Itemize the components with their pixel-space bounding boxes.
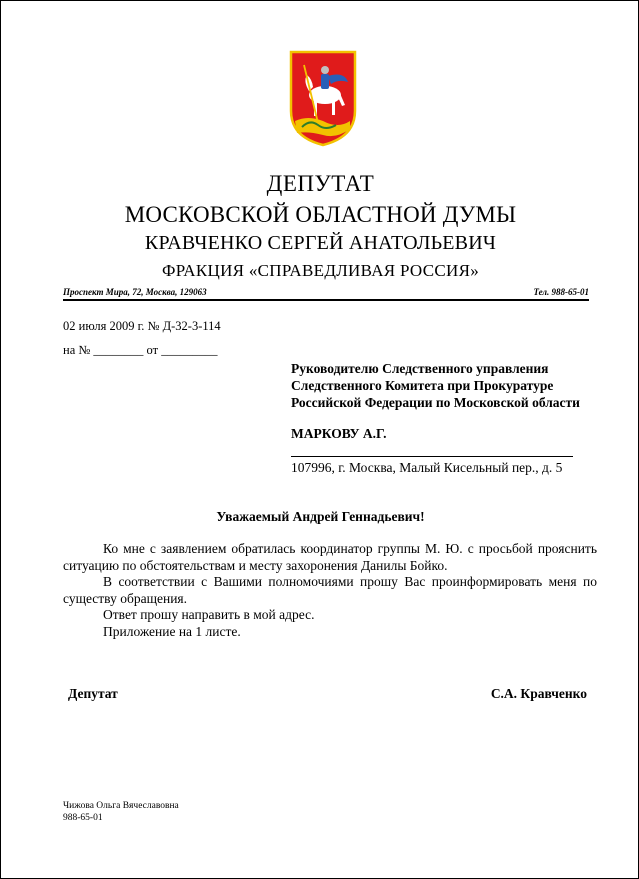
letter-greeting: Уважаемый Андрей Геннадьевич!: [216, 509, 425, 524]
header-duma-name: МОСКОВСКОЙ ОБЛАСТНОЙ ДУМЫ: [124, 202, 517, 227]
document-date-number: 02 июля 2009 г. № Д-32-3-114: [63, 319, 221, 333]
header-deputy-name: КРАВЧЕНКО СЕРГЕЙ АНАТОЛЬЕВИЧ: [144, 232, 497, 254]
letter-paragraph: Ответ прошу направить в мой адрес.: [103, 607, 315, 622]
header-divider: [63, 299, 589, 301]
executor-name: Чижова Ольга Вячеславовна: [63, 801, 179, 811]
letter-paragraph: Приложение на 1 листе.: [103, 623, 241, 639]
header-faction: ФРАКЦИЯ «СПРАВЕДЛИВАЯ РОССИЯ»: [161, 261, 480, 280]
contact-row: [63, 287, 589, 297]
moscow-oblast-coat-of-arms-icon: [288, 49, 358, 147]
contact-phone: Тел. 988-65-01: [533, 287, 589, 297]
letter-paragraph: В соответствии с Вашими полномочиями прошу Вас проинформировать меня по существу обращения.: [63, 574, 597, 606]
letter-paragraph: Ко мне с заявлением обратилась координатор группы М. Ю. с просьбой прояснить ситуацию по обстоятельствам и месту захоронения Данилы Бойко.: [63, 541, 597, 573]
addressee-line-1: Руководителю Следственного управления: [291, 361, 549, 376]
letter-body: [63, 541, 597, 640]
executor-phone: 988-65-01: [63, 813, 103, 823]
addressee-postal-address: 107996, г. Москва, Малый Кисельный пер., д. 5: [291, 460, 563, 475]
addressee-name: МАРКОВУ А.Г.: [291, 426, 387, 441]
header-deputy-title: ДЕПУТАТ: [266, 171, 375, 196]
signature-name: С.А. Кравченко: [490, 686, 587, 701]
addressee-line-3: Российской Федерации по Московской области: [291, 395, 580, 410]
signature-title: Депутат: [68, 686, 118, 701]
addressee-line-2: Следственного Комитета при Прокуратуре: [291, 378, 554, 393]
addressee-divider: [291, 456, 573, 457]
contact-address: Проспект Мира, 72, Москва, 129063: [63, 287, 207, 297]
document-reference: на № ________ от _________: [63, 343, 218, 357]
